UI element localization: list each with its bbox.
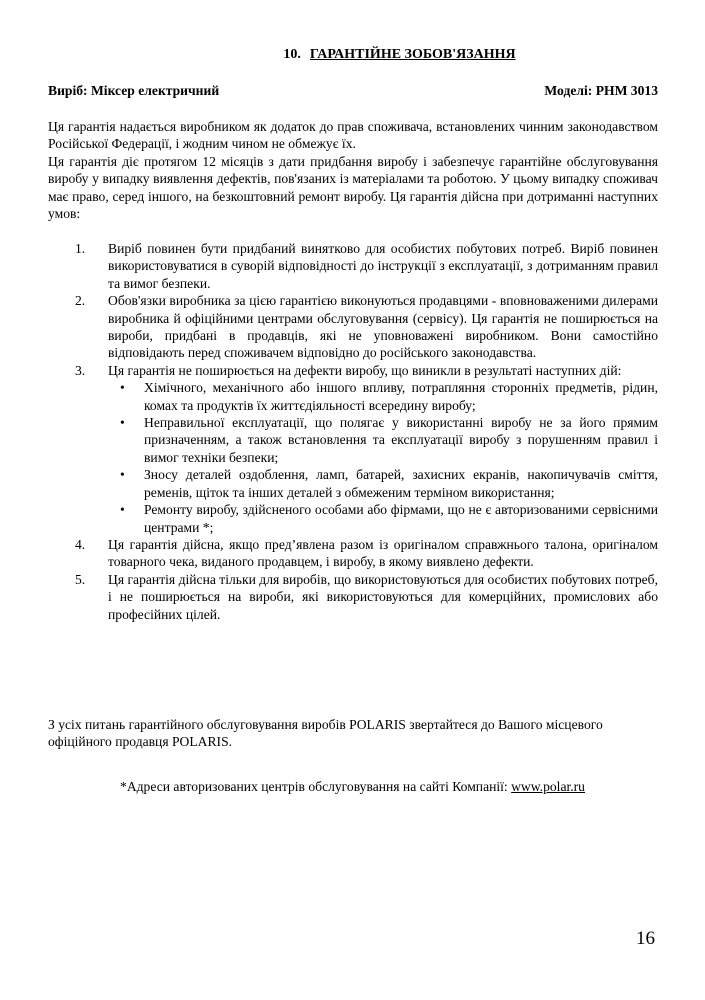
intro-text [48,118,658,222]
condition-item [48,571,658,623]
intro-paragraph: Ця гарантія діє протягом 12 місяців з дати придбання виробу і забезпечує гарантійне обслуговування виробу у випадку виявлення дефектів, пов'язаних із матеріалами та роботою. У цьому випадку споживач має право, серед іншого, на безкоштовний ремонт виробу. Ця гарантія дійсна при дотриманні наступних умов: [48,153,658,222]
closing-text: З усіх питань гарантійного обслуговування виробів POLARIS звертайтеся до Вашого місцевого офіційного продавця POLARIS. [48,717,603,750]
condition-marker: 4. [75,536,86,552]
service-note-text: *Адреси авторизованих центрів обслуговування на сайті Компанії: [120,779,512,794]
exclusion-item [108,379,658,414]
condition-item [48,292,658,362]
condition-marker: 5. [75,571,86,587]
product-model: Моделі: PHM 3013 [544,83,658,98]
condition-marker: 1. [75,241,86,256]
section-title: ГАРАНТІЙНЕ ЗОБОВ'ЯЗАННЯ [309,47,516,62]
exclusion-text: Хімічного, механічного або іншого впливу, потрапляння сторонніх предметів, рідин, комах та продуктів їх життєдіяльності всередину виробу; [144,380,658,413]
service-centers-note [0,778,705,795]
exclusion-item [108,466,658,501]
exclusion-item [108,414,658,466]
condition-text: Ця гарантія дійсна тільки для виробів, що використовуються для особистих побутових потреб, і не поширюється на вироби, які використовуються для комерційних, промислових або професійних цілей. [108,571,658,622]
condition-item [48,536,658,571]
condition-text: Ця гарантія не поширюється на дефекти виробу, що виникли в результаті наступних дій: [108,362,622,378]
closing-note [48,716,658,751]
bullet-icon: • [120,415,125,431]
condition-item [48,240,658,292]
exclusion-text: Ремонту виробу, здійсненого особами або фірмами, що не є авторизованими сервісними центрами *; [144,502,658,535]
exclusion-text: Неправильної експлуатації, що полягає у використанні виробу не за його прямим призначенням, а також встановлення та експлуатації виробу з порушенням правил і вимог техніки безпеки; [144,415,658,465]
warranty-conditions-list [48,240,658,623]
section-heading [0,46,705,63]
exclusion-item [108,501,658,536]
section-number: 10. [283,47,301,62]
exclusions-list [108,379,658,536]
intro-paragraph: Ця гарантія надається виробником як додаток до прав споживача, встановлених чинним законодавством Російської Федерації, і жодним чином не обмежує їх. [48,119,658,152]
bullet-icon: • [120,467,125,483]
condition-text: Обов'язки виробника за цією гарантією виконуються продавцями - вповноваженими дилерами виробника й офіційними центрами обслуговування (сервісу). Ця гарантія не поширюється на вироби, придбані в продавців, які не уповноважені виробником. Вони самостійно відповідають перед споживачем відповідно до російського законодавства. [108,293,658,361]
condition-text: Виріб повинен бути придбаний винятково для особистих побутових потреб. Виріб повинен використовуватися в суворій відповідності до інструкції з експлуатації, з дотриманням правил та вимог безпеки. [108,241,658,291]
condition-marker: 3. [75,362,86,378]
company-website-link[interactable]: www.polar.ru [511,779,585,794]
condition-marker: 2. [75,293,86,309]
bullet-icon: • [120,380,125,396]
condition-item [48,362,658,536]
exclusion-text: Зносу деталей оздоблення, ламп, батарей, захисних екранів, накопичувачів сміття, ременів, щіток та інших деталей з обмеженим терміном використання; [144,467,658,500]
bullet-icon: • [120,502,125,518]
product-label: Виріб: Міксер електричний [48,83,220,98]
condition-text: Ця гарантія дійсна, якщо пред’явлена разом із оригіналом справжнього талона, оригіналом товарного чека, виданого продавцем, і виробу, в якому виявлено дефекти. [108,536,658,570]
page-number: 16 [636,928,655,949]
